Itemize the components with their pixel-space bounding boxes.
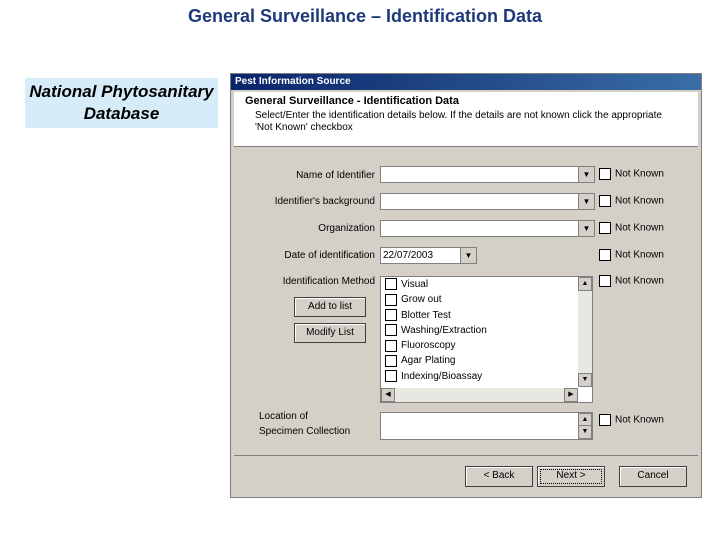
date-picker[interactable]	[380, 247, 477, 264]
not-known-identifier[interactable]	[599, 168, 664, 180]
method-label: Indexing/Bioassay	[401, 370, 483, 382]
checkbox-icon[interactable]	[385, 370, 397, 382]
background-combo[interactable]	[380, 193, 595, 210]
location-input[interactable]	[380, 412, 593, 440]
organization-combo[interactable]	[380, 220, 595, 237]
not-known-organization[interactable]	[599, 222, 664, 234]
not-known-background[interactable]	[599, 195, 664, 207]
arrow-up-icon[interactable]: ▲	[578, 413, 592, 427]
location-label-line1: Location of	[259, 411, 308, 422]
page-title: General Surveillance – Identification Data	[187, 6, 543, 26]
method-label: Agar Plating	[401, 355, 456, 367]
next-button[interactable]: Next >	[537, 466, 605, 487]
method-label: Grow out	[401, 294, 442, 306]
checkbox-icon[interactable]	[385, 324, 397, 336]
method-list-item[interactable]	[381, 353, 592, 368]
not-known-label: Not Known	[615, 168, 664, 180]
checkbox-icon[interactable]	[385, 309, 397, 321]
database-title: National Phytosanitary Database	[25, 78, 218, 128]
not-known-location[interactable]	[599, 414, 664, 426]
checkbox-icon[interactable]	[599, 275, 611, 287]
method-list-item[interactable]	[381, 338, 592, 353]
cancel-button[interactable]: Cancel	[619, 466, 687, 487]
method-label: Visual	[401, 279, 429, 290]
chevron-down-icon[interactable]: ▼	[460, 248, 476, 263]
dialog-header	[234, 92, 698, 147]
not-known-label: Not Known	[615, 195, 664, 207]
method-label: Blotter Test	[401, 309, 451, 321]
background-label: Identifier's background	[274, 196, 375, 207]
checkbox-icon[interactable]	[385, 294, 397, 306]
checkbox-icon[interactable]	[599, 195, 611, 207]
add-to-list-button[interactable]: Add to list	[294, 297, 366, 317]
arrow-right-icon[interactable]: ▶	[564, 388, 578, 402]
chevron-down-icon[interactable]: ▼	[578, 167, 594, 182]
not-known-label: Not Known	[615, 222, 664, 234]
header-description: Select/Enter the identification details below. If the details are not known click the appropriate 'Not Known' checkbox	[255, 110, 662, 133]
method-list-item[interactable]	[381, 277, 592, 292]
method-list-item[interactable]	[381, 369, 592, 384]
arrow-left-icon[interactable]: ◀	[381, 388, 395, 402]
vertical-scrollbar[interactable]	[578, 277, 592, 387]
not-known-label: Not Known	[615, 275, 664, 287]
method-list-item[interactable]	[381, 292, 592, 307]
horizontal-scrollbar[interactable]	[381, 388, 578, 402]
not-known-label: Not Known	[615, 249, 664, 261]
chevron-down-icon[interactable]: ▼	[578, 194, 594, 209]
location-label-line2: Specimen Collection	[259, 426, 351, 437]
checkbox-icon[interactable]	[599, 414, 611, 426]
pest-information-dialog	[230, 73, 702, 498]
arrow-down-icon[interactable]: ▼	[578, 425, 592, 439]
not-known-label: Not Known	[615, 414, 664, 426]
modify-list-button[interactable]: Modify List	[294, 323, 366, 343]
checkbox-icon[interactable]	[385, 355, 397, 367]
date-value: 22/07/2003	[383, 250, 434, 261]
back-button[interactable]: < Back	[465, 466, 533, 487]
organization-label: Organization	[318, 223, 375, 234]
not-known-method[interactable]	[599, 275, 664, 287]
checkbox-icon[interactable]	[599, 249, 611, 261]
method-label: Washing/Extraction	[401, 324, 487, 336]
dialog-titlebar: Pest Information Source	[231, 74, 701, 90]
method-list-item[interactable]	[381, 308, 592, 323]
arrow-down-icon[interactable]: ▼	[578, 373, 592, 387]
method-list-item[interactable]	[381, 323, 592, 338]
header-title: General Surveillance - Identification Data	[245, 95, 459, 107]
identifier-label: Name of Identifier	[296, 170, 375, 181]
checkbox-icon[interactable]	[385, 278, 397, 290]
date-label: Date of identification	[284, 250, 375, 261]
method-label: Identification Method	[282, 276, 375, 287]
method-list	[381, 277, 592, 384]
method-label: Fluoroscopy	[401, 340, 456, 352]
identifier-combo[interactable]	[380, 166, 595, 183]
not-known-date[interactable]	[599, 249, 664, 261]
checkbox-icon[interactable]	[385, 340, 397, 352]
chevron-down-icon[interactable]: ▼	[578, 221, 594, 236]
checkbox-icon[interactable]	[599, 222, 611, 234]
method-listbox[interactable]	[380, 276, 593, 403]
arrow-up-icon[interactable]: ▲	[578, 277, 592, 291]
footer-divider	[234, 455, 698, 456]
checkbox-icon[interactable]	[599, 168, 611, 180]
